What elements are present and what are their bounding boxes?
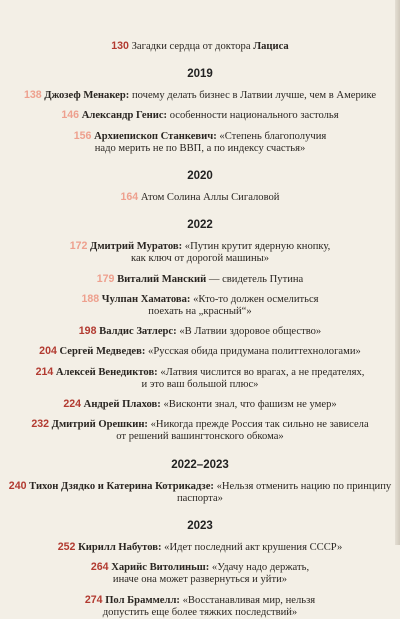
entry-title: «Удачу надо держать,	[211, 562, 310, 574]
entry-author: Чулпан Хаматова:	[101, 293, 191, 305]
entry-line	[6, 574, 394, 586]
entry-title: допустить еще более тяжких последствий»	[102, 606, 298, 618]
entry-author: Виталий Манский	[117, 273, 207, 285]
entry-title: «Латвия числится во врагах, а не предателях,	[160, 366, 365, 378]
entry-line	[6, 325, 394, 338]
page-number: 188	[81, 292, 100, 305]
page-number: 224	[63, 398, 82, 411]
toc-entry[interactable]	[6, 418, 394, 443]
year-heading: 2023	[187, 520, 213, 533]
page-number: 232	[31, 418, 49, 431]
toc-entry[interactable]	[6, 273, 394, 286]
toc-entry[interactable]	[6, 240, 394, 265]
page-number: 274	[84, 593, 103, 606]
toc-entry[interactable]	[6, 40, 394, 53]
entry-author: Тихон Дзядко и Катерина Котрикадзе:	[29, 480, 214, 492]
entry-title: и это ваш большой плюс»	[141, 378, 259, 390]
toc-entry[interactable]	[6, 89, 394, 102]
entry-author: Андрей Плахов:	[83, 399, 161, 411]
entry-title: особенности национального застолья	[169, 110, 339, 122]
entry-line	[6, 607, 394, 619]
page-number: 264	[90, 561, 109, 574]
entry-title: «В Латвии здоровое общество»	[179, 326, 322, 338]
entry-author: Дмитрий Муратов:	[90, 241, 183, 253]
toc-entry[interactable]	[6, 325, 394, 338]
page-number: 138	[23, 89, 42, 102]
entry-line	[6, 431, 394, 443]
entry-author: Дмитрий Орешкин:	[51, 419, 148, 431]
page-number: 130	[111, 40, 129, 52]
entry-line	[6, 418, 394, 431]
entry-author: Кирилл Набутов:	[78, 542, 162, 554]
entry-author: Джозеф Менакер:	[44, 90, 130, 102]
entry-line	[6, 89, 394, 102]
page-number: 204	[39, 345, 57, 358]
entry-title: «Русская обида придумана политтехнологами»	[148, 346, 361, 358]
entry-title: — свидетель Путина	[208, 273, 304, 285]
entry-line	[6, 379, 394, 391]
entry-title: «Путин крутит ядерную кнопку,	[184, 241, 331, 253]
entry-line	[6, 130, 394, 143]
page-number: 179	[96, 272, 115, 285]
entry-author: Пол Браммелл:	[105, 594, 180, 606]
year-heading: 2019	[187, 68, 213, 81]
year-heading: 2022	[187, 219, 213, 232]
entry-title: от решений вашингтонского обкома»	[116, 431, 284, 443]
entry-title: «Идет последний акт крушения СССР»	[164, 542, 343, 554]
entry-line	[6, 109, 394, 122]
book-spine-shadow	[395, 0, 400, 545]
toc-entry[interactable]	[6, 345, 394, 358]
entry-author: Александр Генис:	[81, 110, 168, 122]
entry-line	[6, 306, 394, 318]
toc-entry[interactable]	[6, 293, 394, 318]
toc-entry[interactable]	[6, 366, 394, 391]
toc-entry[interactable]	[6, 109, 394, 122]
page-number: 156	[73, 129, 92, 142]
page-number: 146	[61, 109, 80, 122]
toc-entry[interactable]	[6, 191, 394, 204]
entry-author: Сергей Медведев:	[59, 346, 146, 358]
entry-title: иначе она может развернуться и уйти»	[112, 574, 288, 586]
entry-author: Валдис Затлерс:	[99, 326, 177, 338]
entry-line	[6, 480, 394, 505]
entry-title: как ключ от дорогой машины»	[130, 253, 270, 265]
entry-line	[6, 40, 394, 53]
entry-title: надо мерить не по ВВП, а по индексу счастья»	[94, 142, 306, 154]
entry-title: Атом Солина Аллы Сигаловой	[140, 192, 280, 204]
entry-line	[6, 240, 394, 253]
entry-line	[6, 273, 394, 286]
page-number: 240	[8, 479, 27, 492]
entry-line	[6, 345, 394, 358]
page-number: 214	[35, 365, 54, 378]
page-number: 198	[78, 325, 97, 338]
toc-entry[interactable]	[6, 561, 394, 586]
entry-title-bold: Лациса	[253, 41, 289, 52]
year-heading: 2022–2023	[171, 458, 229, 471]
entry-title: «Кто-то должен осмелиться	[193, 293, 319, 305]
page-number: 172	[69, 240, 88, 253]
table-of-contents	[6, 40, 394, 619]
entry-title: почему делать бизнес в Латвии лучше, чем в Америке	[131, 90, 377, 102]
year-heading: 2020	[187, 170, 213, 183]
entry-author: Архиепископ Станкевич:	[94, 130, 217, 142]
toc-entry[interactable]	[6, 480, 394, 505]
entry-title: «Нельзя отменить нацию по принципу паспорта»	[177, 480, 392, 504]
toc-entry[interactable]	[6, 541, 394, 554]
entry-title: «Висконти знал, что фашизм не умер»	[163, 399, 337, 411]
entry-line	[6, 561, 394, 574]
entry-title: «Степень благополучия	[219, 130, 327, 142]
entry-line	[6, 398, 394, 411]
entry-line	[6, 293, 394, 306]
toc-entry[interactable]	[6, 398, 394, 411]
entry-line	[6, 191, 394, 204]
entry-line	[6, 594, 394, 607]
entry-title: поехать на „красный“»	[148, 306, 252, 318]
toc-entry[interactable]	[6, 130, 394, 155]
entry-title: Загадки сердца от доктора Лациса	[131, 41, 289, 52]
toc-entry[interactable]	[6, 594, 394, 619]
entry-title: «Никогда прежде Россия так сильно не зависела	[150, 419, 369, 431]
page-number: 164	[120, 191, 139, 204]
entry-line	[6, 366, 394, 379]
page-number: 252	[57, 541, 76, 554]
entry-title: «Восстанавливая мир, нельзя	[182, 594, 316, 606]
entry-line	[6, 143, 394, 155]
entry-line	[6, 253, 394, 265]
entry-author: Харийс Витолиньш:	[111, 562, 210, 574]
entry-line	[6, 541, 394, 554]
entry-author: Алексей Венедиктов:	[55, 366, 158, 378]
